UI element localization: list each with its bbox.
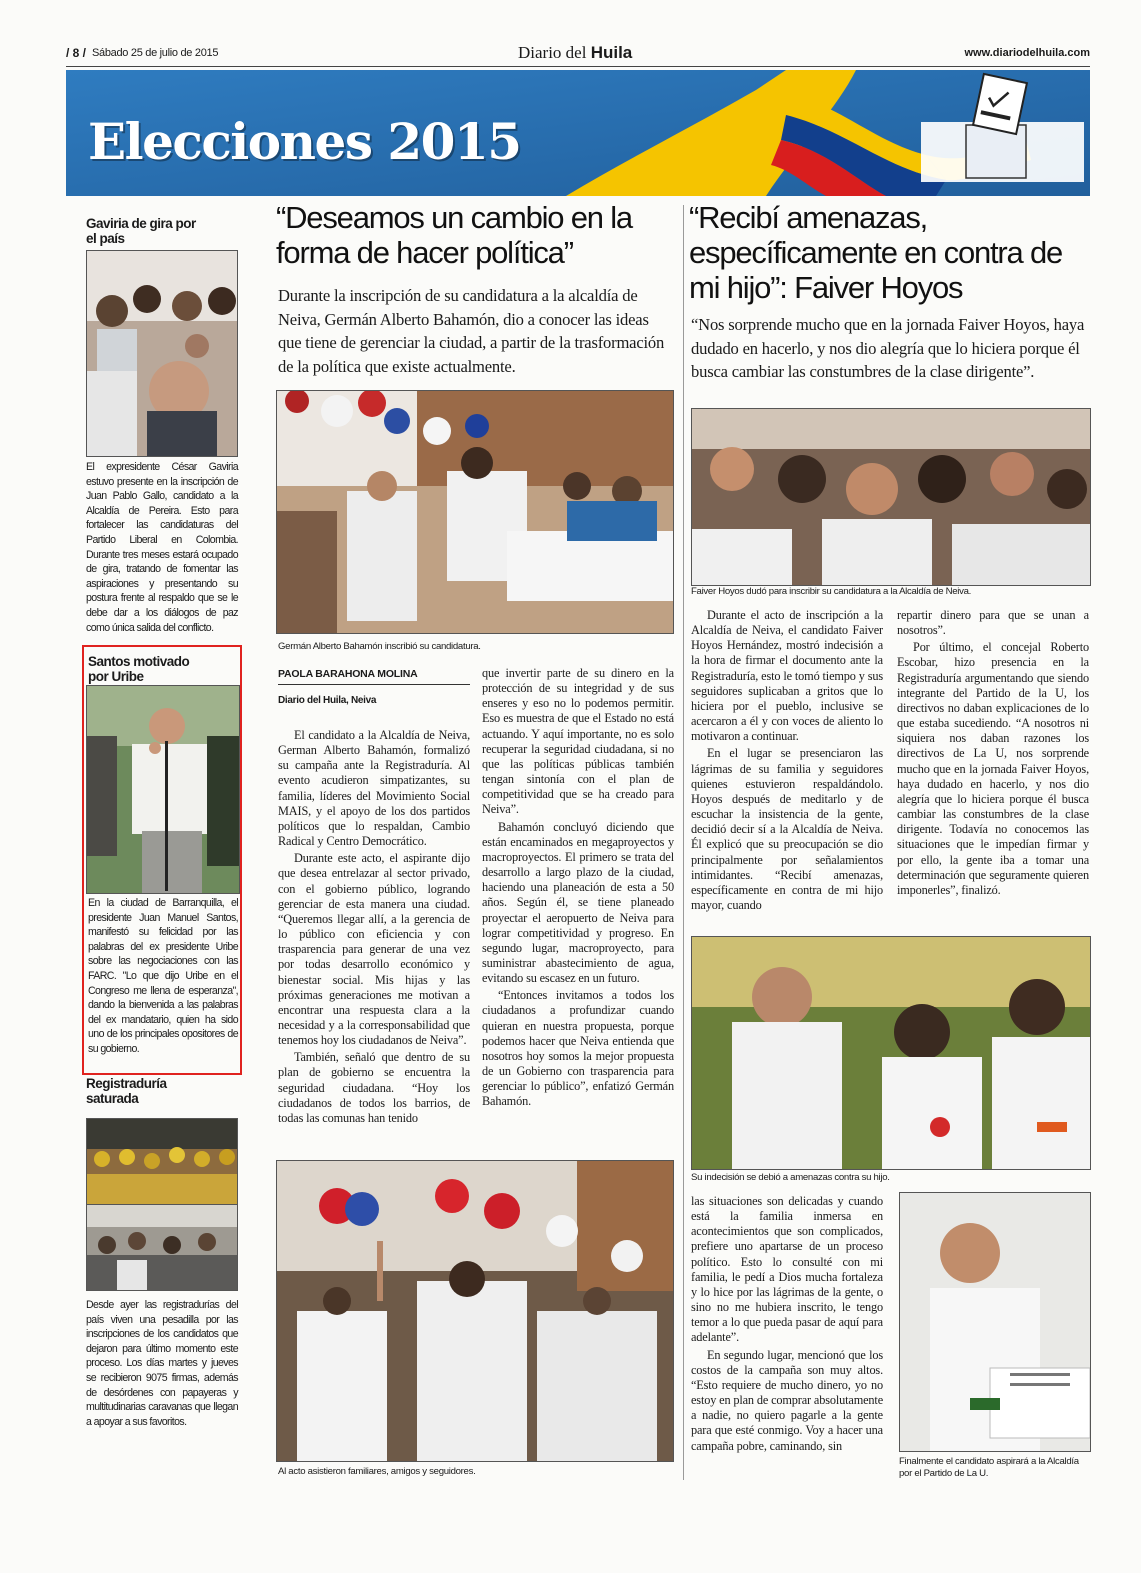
photo-hoyos-family-caption: Su indecisión se debió a amenazas contra su hijo. [691,1172,890,1183]
article2-paragraph: En el lugar se presenciaron las lágrimas de su familia y seguidores quienes estuvieron respaldándolo. Hoyos después de meditarlo y de escuchar la insistencia de la gente, decidió decir sí a la Alcaldía de Neiva. Él explicó que su preocupación se dio principalmente por señalamientos intimidantes. “Recibí amenazas, específicamente en contra de mi hijo mayor, cuando [691,746,883,912]
photo-hoyos-signing-caption: Finalmente el candidato aspirará a la Alcaldía por el Partido de La U. [899,1456,1079,1479]
sidebar-item-santos-text [88,896,238,1057]
article1-lead: Durante la inscripción de su candidatura a la alcaldía de Neiva, Germán Alberto Bahamón, dio a conocer las ideas que tiene de gerenciar la ciudad, a partir de la trasformación de la política que existe actualmente. [278,286,665,376]
website-link[interactable]: www.diariodelhuila.com [964,47,1090,59]
article2-column-1 [691,608,883,923]
header-rule [66,66,1090,67]
page-date: Sábado 25 de julio de 2015 [92,47,219,59]
article1-column-2 [482,666,674,1156]
sidebar [82,210,238,1460]
article1-paragraph: El candidato a la Alcaldía de Neiva, German Alberto Bahamón, formalizó su campaña ante la Registraduría. Al evento acudieron simpatizantes, su familia, líderes del Movimiento Social MAIS, y el apoyo de los dos partidos políticos que lo respaldan, Cambio Radical y Centro Democrático. [278,728,470,849]
photo-bahamon-supporters-caption: Al acto asistieron familiares, amigos y seguidores. [278,1466,476,1477]
byline-dateline: Diario del Huila, Neiva [278,695,377,706]
photo-bahamon [276,390,674,634]
sidebar-item-title: Santos motivado por Uribe [88,654,190,684]
article1-byline [278,668,470,706]
article2-paragraph: las situaciones son delicadas y cuando está la familia inmersa en acontecimientos que son complicados, prefiere uno apartarse de un proceso político. Esto lo consulté con mi familia, le pedí a Dios mucha fortaleza y lo hice por las lágrimas de la gente, o sino no me hubiera inscrito, le tengo temor a lo que pueda pasar de aquí para adelante”. [691,1194,883,1345]
photo-hoyos-signing [899,1192,1091,1452]
article1-headline: “Deseamos un cambio en la forma de hacer política” [276,200,632,270]
photo-santos [86,685,240,894]
article1-paragraph: que invertir parte de su dinero en la protección de su integridad y de sus enseres y eso no lo podemos permitir. Eso es muestra de que el Estado no está actuando. Y aquí importante, no es solo recuperar la seguridad ciudadana, si no que las políticas públicas también tengan sintonía con el plan de competitividad que se ha creado para Neiva”. [482,666,674,817]
article1-paragraph: Bahamón concluyó diciendo que están encaminados en megaproyectos y macroproyectos. El primero se trata del desarrollo a largo plazo de la ciudad, haciendo una planeación de esta a 50 años. Según él, se tiene planeado proyectar el aeropuerto de Neiva para lograr competitividad y progreso. En segundo lugar, macroproyecto, para suministrar abastecimiento de agua, evitando su escasez en un futuro. [482,819,674,986]
sidebar-item-gaviria-text [86,460,238,635]
article2-column-3 [691,1194,883,1484]
sidebar-item-gaviria [86,216,236,246]
photo-gaviria [86,250,238,457]
article2-column-2 [897,608,1089,923]
page-number: / 8 / [66,46,87,60]
sidebar-item-santos [88,654,238,684]
sidebar-item-text: Desde ayer las registradurías del país viven una pesadilla por las inscripciones de los candidatos que dejaron para último momento este proceso. Los días martes y jueves se recibieron 9075 firmas, además de desórdenes con papayeras y multitudinarias caravanas que llegan a apoyar a sus favoritos. [86,1299,238,1428]
article2-paragraph: Durante el acto de inscripción a la Alcaldía de Neiva, el candidato Faiver Hoyos Hernández, mostró indecisión a la hora de firmar el documento ante la Registraduría, esto le tomó tiempo y sus seguidores suplicaban a gritos que lo hiciera por el pueblo, inclusive se acercaron a él y con voces de aliento lo motivaron a continuar. [691,608,883,744]
sidebar-item-text: El expresidente César Gaviria estuvo presente en la inscripción de Juan Pablo Gallo, candidato a la Alcaldía de Pereira. Esto para fortalecer las candidaturas del Partido Liberal en Colombia. Durante tres meses estará ocupado de gira, tratando de fomentar las aspiraciones y presentando su postura frente al respaldo que se le debe dar a los diálogos de paz como única salida del conflicto. [86,461,238,634]
column-divider [683,205,684,1480]
article2-paragraph: En segundo lugar, mencionó que los costos de la campaña son muy altos. “Esto requiere de mucho dinero, yo no estoy en plan de comprar absolutamente a nadie, no quiero pagarle a la gente para que esté conmigo. Voy a hacer una campaña pobre, caminando, sin [691,1347,883,1453]
photo-hoyos-caption: Faiver Hoyos dudó para inscribir su candidatura a la Alcaldía de Neiva. [691,586,971,597]
article1-paragraph: “Entonces invitamos a todos los ciudadanos a profundizar cuando quieran en nuestra propuesta, porque podemos hacer que Neiva entienda que nosotros hoy somos la mejor propuesta de un Gobierno con trasparencia para gerenciar lo público”, enfatizó Germán Bahamón. [482,988,674,1109]
sidebar-item-text: En la ciudad de Barranquilla, el presidente Juan Manuel Santos, manifestó su felicidad por las palabras del ex presidente Uribe sobre las negociaciones con las FARC. "Lo que dijo Uribe en el Congreso me llena de esperanza", dando la bienvenida a las palabras del ex mandatario, quien ha sido uno de los principales opositores de su gobierno. [88,897,238,1055]
banner-title: Elecciones 2015 [88,112,521,171]
article2-paragraph: Por último, el concejal Roberto Escobar, hizo presencia en la Registraduría argumentando que siendo integrante del Partido de la U, los directivos no daban explicaciones de lo que estaba sucediendo. “A nosotros ni siquiera nos daban razones los directivos de La U, nos sorprende mucho que en la jornada Faiver Hoyos, haya dudado en hacerlo, y nos dio alegría que lo hiciera porque él busca cambiar las constumbres de la clase dirigente. Todavía no conocemos las situaciones que le impedían firmar y por ello, la gente iba a tomar una determinación que seguramente quieren imponerles”, finalizó. [897,640,1089,897]
photo-registraduria-1 [86,1118,238,1205]
article2-lead: “Nos sorprende mucho que en la jornada Faiver Hoyos, haya dudado en hacerlo, y nos dio alegría que lo hiciera porque él busca cambiar las constumbres de la clase dirigente”. [691,315,1085,382]
sidebar-item-title: Gaviria de gira por el país [86,216,196,246]
sidebar-item-title: Registraduría saturada [86,1076,167,1106]
article1-column-1 [278,728,470,1158]
article2-headline: “Recibí amenazas, específicamente en contra de mi hijo”: Faiver Hoyos [689,200,1063,305]
page-header [66,43,1090,68]
photo-bahamon-caption: Germán Alberto Bahamón inscribió su candidatura. [278,641,481,652]
article2-paragraph: repartir dinero para que se unan a nosotros”. [897,608,1089,638]
photo-bahamon-supporters [276,1160,674,1462]
masthead [518,43,632,63]
sidebar-item-registraduria [86,1076,236,1106]
masthead-light: Diario del [518,43,591,62]
masthead-bold: Huila [590,43,633,62]
photo-hoyos [691,408,1091,586]
sidebar-item-registraduria-text [86,1298,238,1429]
photo-registraduria-2 [86,1204,238,1291]
elecciones-banner [66,70,1090,196]
photo-hoyos-family [691,936,1091,1170]
article1-paragraph: Durante este acto, el aspirante dijo que desea entrelazar al sector privado, con el gobierno público, logrando gerenciar de esta manera una ciudad. “Queremos llegar allí, a la gerencia de lo público con eficiencia y con trasparencia para generar de una vez por todas desarrollo económico y bienestar social. Mis hijas y las próximas generaciones me motivan a encontrar una respuesta clara a la necesidad y a la corresponsabilidad que tenemos hoy los ciudadanos de Neiva”. [278,851,470,1048]
article1-paragraph: También, señaló que dentro de su plan de gobierno se encuentra la seguridad ciudadana. “Hoy los ciudadanos de todos los barrios, de todas las comunas han tenido [278,1050,470,1125]
byline-name: PAOLA BARAHONA MOLINA [278,668,470,685]
